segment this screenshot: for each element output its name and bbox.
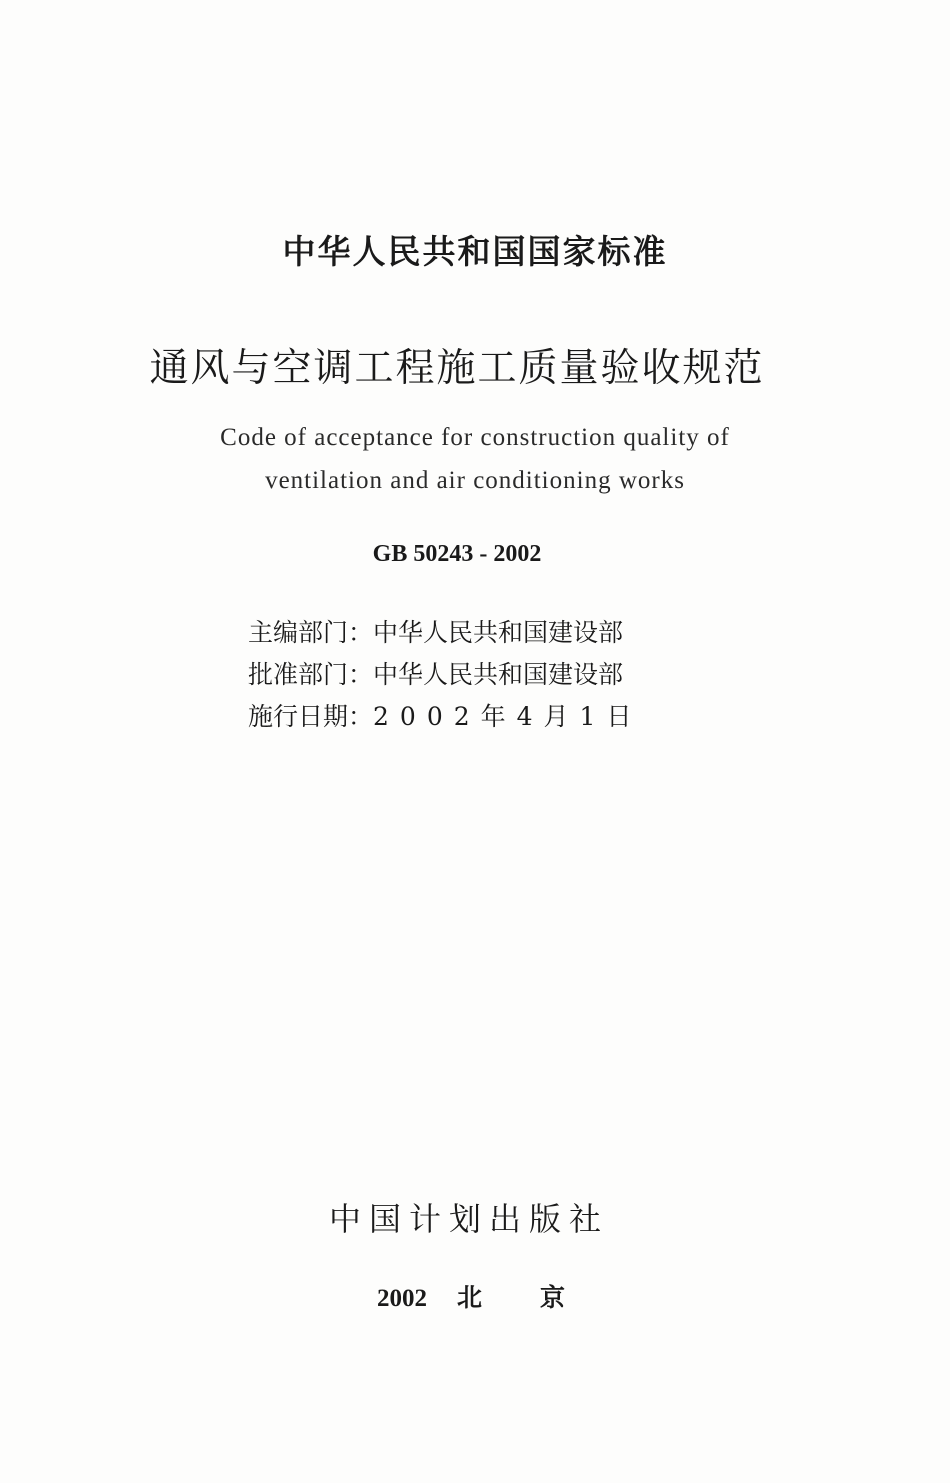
publication-city-part-1: 北	[456, 1285, 482, 1312]
publication-year-and-place	[0, 1278, 946, 1314]
approval-department-row	[248, 654, 642, 696]
meta-separator: ：	[348, 660, 374, 689]
meta-label: 批准部门	[248, 660, 349, 689]
meta-value: 中华人民共和国建设部	[373, 660, 624, 689]
publication-year: 2002	[376, 1285, 427, 1312]
editor-department-row	[248, 612, 642, 654]
national-standard-heading: 中华人民共和国国家标准	[282, 232, 668, 271]
meta-label: 主编部门	[248, 618, 349, 647]
document-title-english-line-2: ventilation and air conditioning works	[265, 467, 685, 494]
meta-label: 施行日期	[248, 702, 349, 731]
meta-separator: ：	[348, 618, 374, 647]
publisher-name: 中国计划出版社	[328, 1200, 609, 1238]
meta-separator: ：	[348, 702, 374, 731]
document-title-english-line-1: Code of acceptance for construction quality of	[220, 424, 730, 451]
effective-date-value: 2002年4月1日	[373, 702, 643, 731]
effective-date-row	[248, 696, 642, 738]
meta-value: 中华人民共和国建设部	[373, 618, 624, 647]
standard-code: GB 50243 - 2002	[372, 541, 542, 567]
publication-city-part-2: 京	[540, 1285, 566, 1312]
document-metadata	[248, 612, 642, 738]
document-title-chinese: 通风与空调工程施工质量验收规范	[149, 346, 765, 391]
